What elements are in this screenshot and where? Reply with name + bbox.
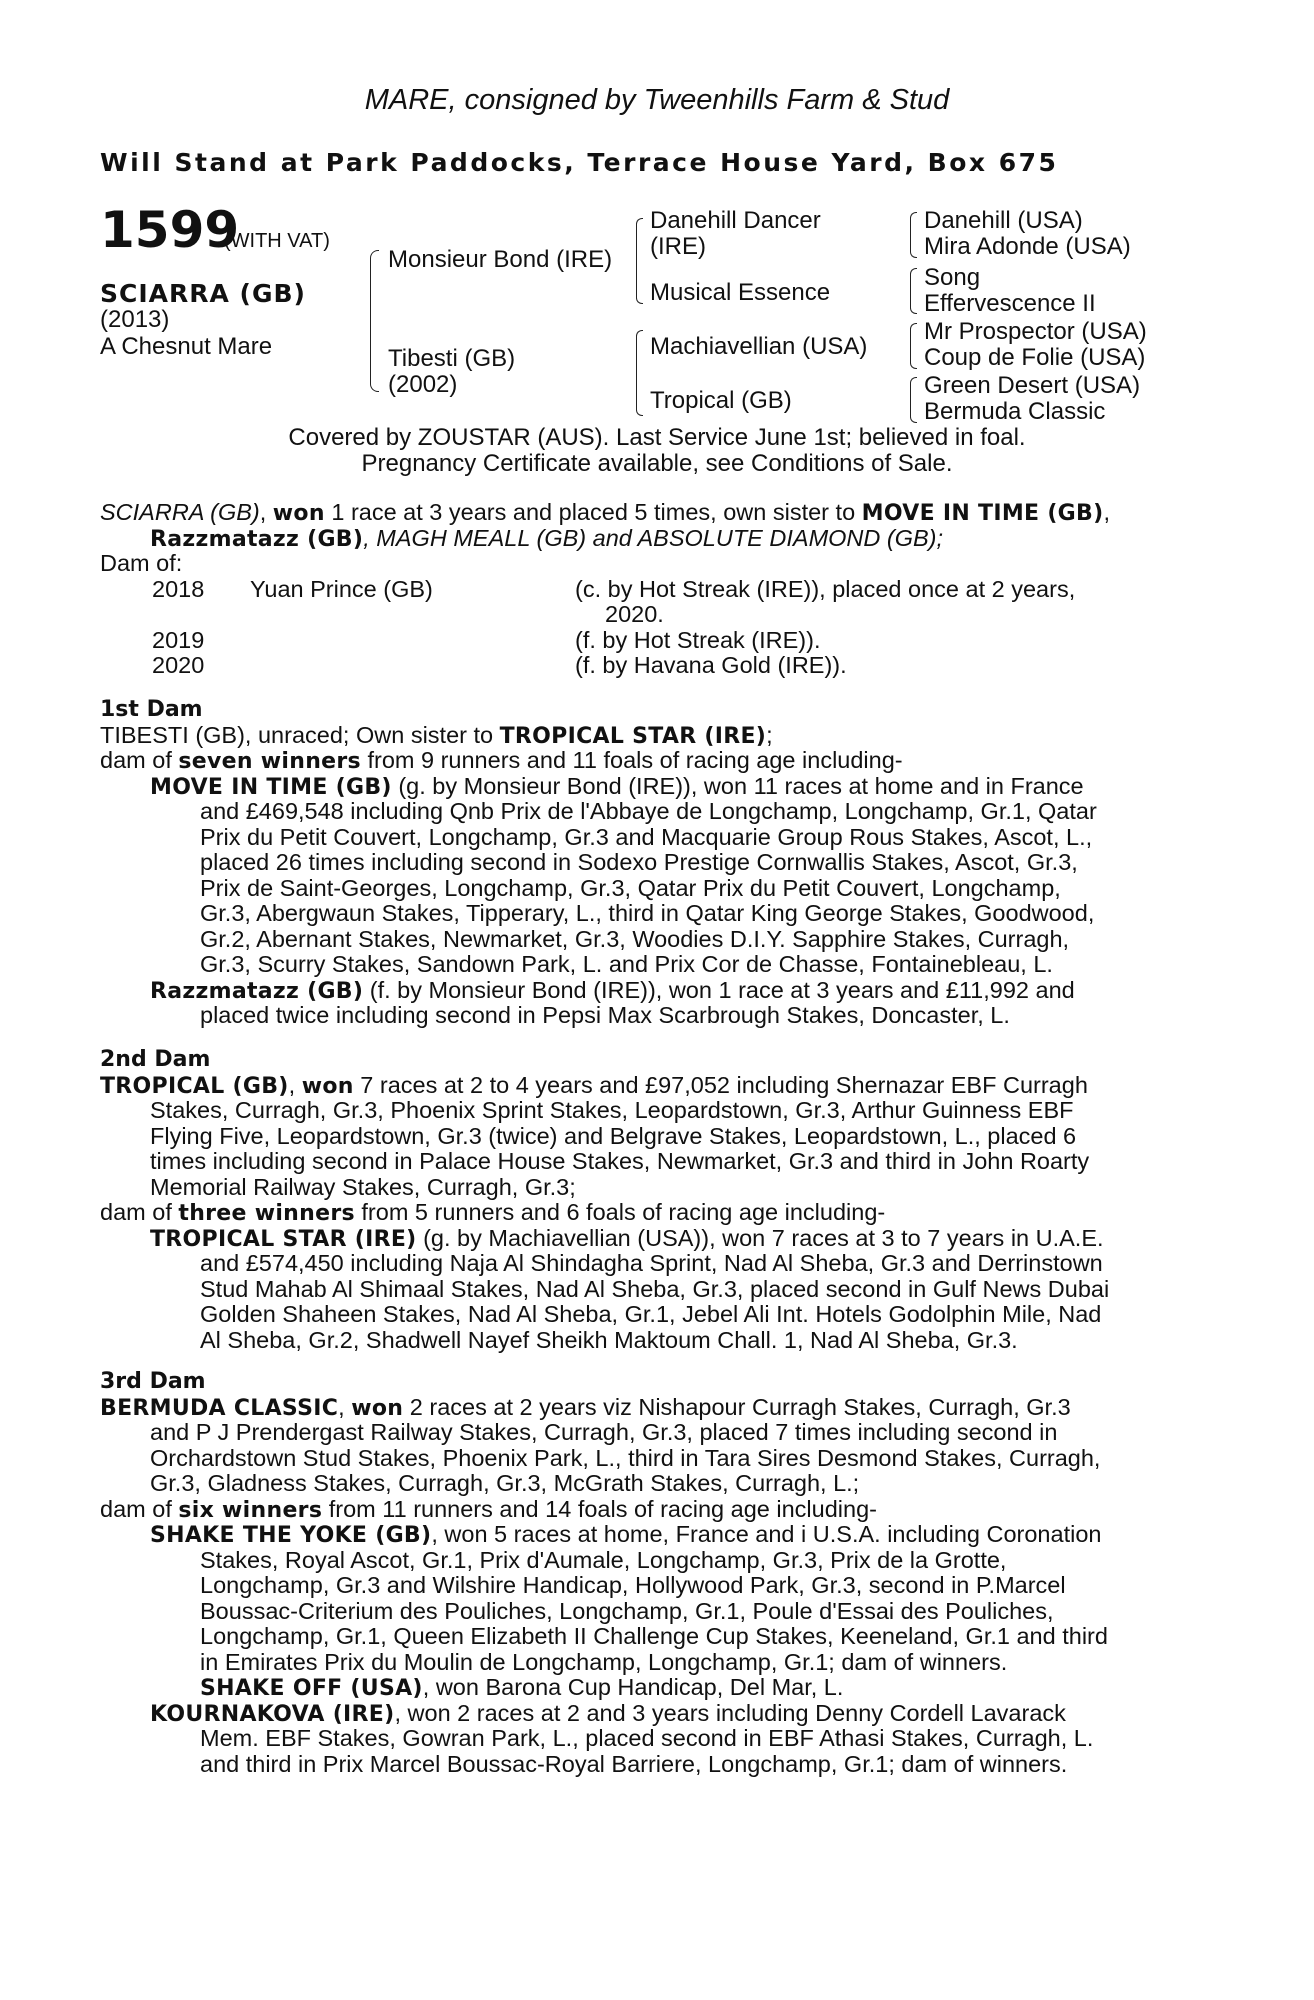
second-dam-section: [100, 1047, 1205, 1353]
mare-record: [100, 500, 1205, 679]
pedigree-dam-year: (2002): [388, 371, 458, 398]
produce-entry-line: Prix de Saint-Georges, Longchamp, Gr.3, Qatar Prix du Petit Couvert, Longchamp,: [200, 874, 1061, 901]
dam-line: dam of three winners from 5 runners and 6 foals of racing age including-: [100, 1199, 886, 1226]
dam-line: TROPICAL (GB), won 7 races at 2 to 4 years and £97,052 including Shernazar EBF Curragh: [100, 1071, 1088, 1099]
produce-entry-line: Mem. EBF Stakes, Gowran Park, L., placed second in EBF Athasi Stakes, Curragh, L.: [200, 1725, 1094, 1751]
produce-entry: SHAKE THE YOKE (GB), won 5 races at home, France and i U.S.A. including Coronation: [150, 1521, 1102, 1548]
produce-list: [100, 577, 1205, 679]
pedigree-sire-dam: Musical Essence: [650, 279, 831, 306]
horse-name: SCIARRA (GB): [100, 279, 306, 308]
dam-line: Memorial Railway Stakes, Curragh, Gr.3;: [150, 1173, 576, 1200]
pedigree-ddd: Bermuda Classic: [924, 398, 1106, 425]
pedigree-dsd: Coup de Folie (USA): [924, 344, 1146, 371]
produce-row: 2019 (f. by Hot Streak (IRE)).: [152, 626, 821, 653]
pedigree-dam-sire: Machiavellian (USA): [650, 333, 868, 360]
pedigree-sss: Danehill (USA): [924, 207, 1083, 234]
brace-gen3-4: [910, 377, 917, 423]
pedigree-sire: Monsieur Bond (IRE): [388, 246, 613, 273]
produce-entry: KOURNAKOVA (IRE), won 2 races at 2 and 3 years including Denny Cordell Lavarack: [150, 1699, 1066, 1727]
third-dam-section: [100, 1369, 1205, 1777]
produce-row: 2018 Yuan Prince (GB) (c. by Hot Streak (IRE)), placed once at 2 years,: [152, 575, 1076, 602]
produce-row: 2020 (f. by Havana Gold (IRE)).: [152, 652, 847, 678]
produce-entry-line: Golden Shaheen Stakes, Nad Al Sheba, Gr.1, Jebel Ali Int. Hotels Godolphin Mile, Nad: [200, 1301, 1102, 1327]
produce-row-cont: 2020.: [605, 601, 664, 627]
stand-location: Will Stand at Park Paddocks, Terrace House Yard, Box 675: [100, 148, 1059, 177]
pedigree-dam: Tibesti (GB): [388, 345, 516, 372]
dam-of-label: Dam of:: [100, 550, 183, 576]
produce-entry-line: in Emirates Prix du Moulin de Longchamp, Longchamp, Gr.1; dam of winners.: [200, 1648, 1008, 1675]
vat-note: (WITH VAT): [224, 230, 330, 252]
produce-entry-line: and £469,548 including Qnb Prix de l'Abbaye de Longchamp, Longchamp, Gr.1, Qatar: [200, 798, 1097, 824]
brace-gen3-1: [910, 212, 917, 258]
dam-line: times including second in Palace House Stakes, Newmarket, Gr.3 and third in John Roarty: [150, 1148, 1090, 1174]
produce-entry-line: Longchamp, Gr.1, Queen Elizabeth II Challenge Cup Stakes, Keeneland, Gr.1 and third: [200, 1623, 1108, 1649]
first-dam-section: [100, 697, 1205, 1029]
section-heading: 3rd Dam: [100, 1369, 206, 1394]
dam-line: dam of seven winners from 9 runners and 11 foals of racing age including-: [100, 747, 903, 774]
produce-entry: MOVE IN TIME (GB) (g. by Monsieur Bond (IRE)), won 11 races at home and in France: [150, 772, 1084, 800]
produce-entry-line: Gr.3, Scurry Stakes, Sandown Park, L. and Prix Cor de Chasse, Fontainebleau, L.: [200, 951, 1053, 977]
page-title: MARE, consigned by Tweenhills Farm & Stud: [364, 84, 950, 116]
pedigree-dam-dam: Tropical (GB): [650, 387, 792, 414]
produce-entry-line: Longchamp, Gr.3 and Wilshire Handicap, Hollywood Park, Gr.3, second in P.Marcel: [200, 1572, 1066, 1598]
pedigree-dss: Mr Prospector (USA): [924, 318, 1147, 345]
horse-description: A Chesnut Mare: [100, 333, 273, 360]
dam-line: Orchardstown Stud Stakes, Phoenix Park, L., third in Tara Sires Desmond Stakes, Curragh,: [150, 1444, 1101, 1471]
section-heading: 2nd Dam: [100, 1047, 211, 1072]
produce-entry: Razzmatazz (GB) (f. by Monsieur Bond (IRE)), won 1 race at 3 years and £11,992 and: [150, 976, 1075, 1004]
brace-gen1: [370, 250, 379, 392]
produce-entry-line: Stakes, Royal Ascot, Gr.1, Prix d'Aumale, Longchamp, Gr.3, Prix de la Grotte,: [200, 1546, 1007, 1573]
brace-gen3-3: [910, 323, 917, 369]
section-heading: 1st Dam: [100, 697, 203, 722]
pregnancy-line: Pregnancy Certificate available, see Conditions of Sale.: [361, 450, 953, 477]
covering-line: Covered by ZOUSTAR (AUS). Last Service June 1st; believed in foal.: [288, 424, 1026, 451]
produce-entry: SHAKE OFF (USA), won Barona Cup Handicap, Del Mar, L.: [200, 1674, 844, 1701]
brace-dam-gen2: [636, 330, 643, 416]
pedigree-sire-sire-country: (IRE): [650, 233, 706, 260]
pedigree-ssd: Mira Adonde (USA): [924, 233, 1131, 260]
dam-line: TIBESTI (GB), unraced; Own sister to TROPICAL STAR (IRE);: [100, 721, 773, 749]
produce-entry-line: Boussac-Criterium des Pouliches, Longchamp, Gr.1, Poule d'Essai des Pouliches,: [200, 1597, 1054, 1624]
produce-entry-line: Gr.2, Abernant Stakes, Newmarket, Gr.3, Woodies D.I.Y. Sapphire Stakes, Curragh,: [200, 925, 1070, 952]
pedigree-sds: Song: [924, 264, 981, 291]
pedigree-dds: Green Desert (USA): [924, 372, 1141, 399]
brace-gen3-2: [910, 268, 917, 314]
dam-line: and P J Prendergast Railway Stakes, Curragh, Gr.3, placed 7 times including second in: [150, 1419, 1058, 1445]
brace-sire-gen2: [636, 218, 643, 304]
produce-entry-line: Gr.3, Abergwaun Stakes, Tipperary, L., third in Qatar King George Stakes, Goodwood,: [200, 900, 1095, 926]
dam-line: dam of six winners from 11 runners and 14 foals of racing age including-: [100, 1495, 877, 1523]
produce-entry-line: placed twice including second in Pepsi Max Scarbrough Stakes, Doncaster, L.: [200, 1002, 1010, 1028]
mare-record-line: SCIARRA (GB), won 1 race at 3 years and placed 5 times, own sister to MOVE IN TIME (GB),: [100, 499, 1110, 526]
produce-entry-line: Al Sheba, Gr.2, Shadwell Nayef Sheikh Maktoum Chall. 1, Nad Al Sheba, Gr.3.: [200, 1326, 1018, 1353]
produce-entry-line: and £574,450 including Naja Al Shindagha Sprint, Nad Al Sheba, Gr.3 and Derrinstown: [200, 1250, 1103, 1276]
pedigree-sdd: Effervescence II: [924, 290, 1096, 317]
dam-line: Stakes, Curragh, Gr.3, Phoenix Sprint Stakes, Leopardstown, Gr.3, Arthur Guinness EBF: [150, 1097, 1074, 1123]
horse-year: (2013): [100, 306, 170, 333]
mare-record-line: Razzmatazz (GB), MAGH MEALL (GB) and ABSOLUTE DIAMOND (GB);: [150, 524, 944, 552]
dam-line: BERMUDA CLASSIC, won 2 races at 2 years viz Nishapour Curragh Stakes, Curragh, Gr.3: [100, 1393, 1071, 1421]
produce-entry: TROPICAL STAR (IRE) (g. by Machiavellian (USA)), won 7 races at 3 to 7 years in U.A.E.: [150, 1224, 1104, 1252]
produce-entry-line: placed 26 times including second in Sodexo Prestige Cornwallis Stakes, Ascot, Gr.3,: [200, 849, 1078, 875]
pedigree-sire-sire: Danehill Dancer: [650, 207, 821, 234]
produce-entry-line: Stud Mahab Al Shimaal Stakes, Nad Al Sheba, Gr.3, placed second in Gulf News Dubai: [200, 1275, 1110, 1302]
dam-line: Flying Five, Leopardstown, Gr.3 (twice) and Belgrave Stakes, Leopardstown, L., placed 6: [150, 1122, 1077, 1149]
produce-entry-line: and third in Prix Marcel Boussac-Royal Barriere, Longchamp, Gr.1; dam of winners.: [200, 1750, 1068, 1777]
lot-number: 1599: [100, 201, 240, 259]
produce-entry-line: Prix du Petit Couvert, Longchamp, Gr.3 and Macquarie Group Rous Stakes, Ascot, L.,: [200, 823, 1093, 850]
dam-line: Gr.3, Gladness Stakes, Curragh, Gr.3, McGrath Stakes, Curragh, L.;: [150, 1470, 860, 1496]
